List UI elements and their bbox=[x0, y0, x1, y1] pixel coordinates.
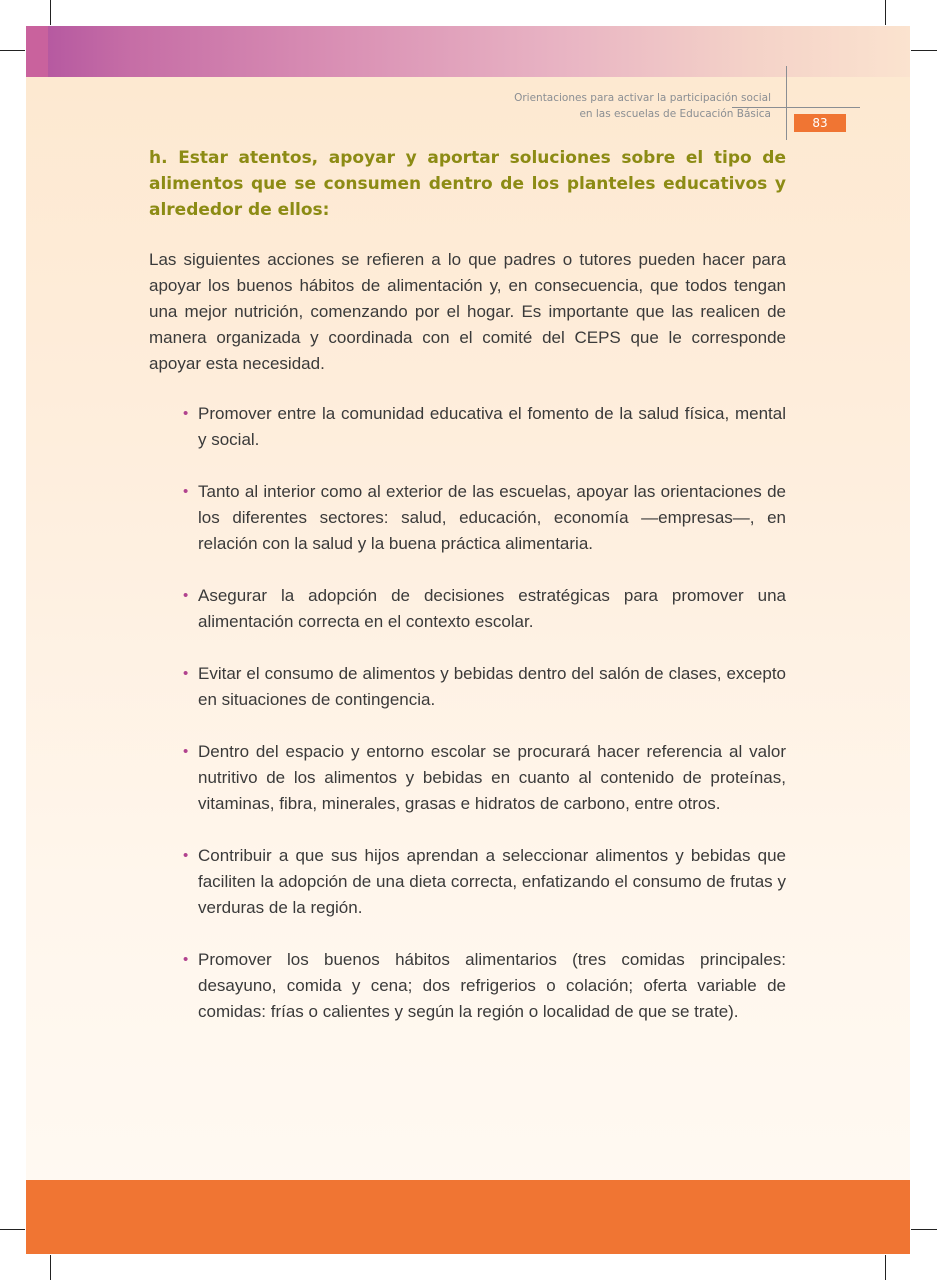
running-head-line-1: Orientaciones para activar la participación social bbox=[514, 92, 771, 104]
bullet-icon: • bbox=[183, 665, 189, 682]
running-head bbox=[514, 90, 771, 122]
bullet-icon: • bbox=[183, 405, 189, 422]
bullet-icon: • bbox=[183, 951, 189, 968]
list-item bbox=[149, 583, 786, 635]
crop-mark bbox=[911, 50, 937, 51]
bullet-icon: • bbox=[183, 587, 189, 604]
header-color-band bbox=[26, 26, 910, 77]
list-item-text: Promover entre la comunidad educativa el fomento de la salud física, mental y social. bbox=[198, 404, 786, 449]
crop-mark bbox=[885, 1255, 886, 1280]
list-item-text: Tanto al interior como al exterior de las escuelas, apoyar las orientaciones de los diferentes sectores: salud, educación, economía —empresas—, en relación con la salud y la buena práctica alimentaria. bbox=[198, 482, 786, 553]
header-rule-horizontal bbox=[732, 107, 860, 108]
crop-mark bbox=[50, 1255, 51, 1280]
list-item-text: Asegurar la adopción de decisiones estratégicas para promover una alimentación correcta en el contexto escolar. bbox=[198, 586, 786, 631]
list-item bbox=[149, 479, 786, 557]
bullet-icon: • bbox=[183, 743, 189, 760]
crop-mark bbox=[0, 1229, 25, 1230]
crop-mark bbox=[885, 0, 886, 25]
crop-mark bbox=[50, 0, 51, 25]
main-content bbox=[149, 145, 786, 1051]
list-item bbox=[149, 739, 786, 817]
list-item-text: Promover los buenos hábitos alimentarios (tres comidas principales: desayuno, comida y cena; dos refrigerios o colación; oferta variable de comidas: frías o calientes y según la región o localidad de que se trate). bbox=[198, 950, 786, 1021]
bullet-icon: • bbox=[183, 483, 189, 500]
intro-paragraph: Las siguientes acciones se refieren a lo que padres o tutores pueden hacer para apoyar los buenos hábitos de alimentación y, en consecuencia, que todos tengan una mejor nutrición, comenzando por el hogar. Es importante que las realicen de manera organizada y coordinada con el comité del CEPS que le corresponde apoyar esta necesidad. bbox=[149, 250, 786, 373]
header-band-edge bbox=[26, 26, 48, 77]
running-head-line-2: en las escuelas de Educación Básica bbox=[579, 108, 771, 120]
list-item bbox=[149, 843, 786, 921]
list-item bbox=[149, 401, 786, 453]
page-number-badge: 83 bbox=[794, 114, 846, 132]
bullet-list bbox=[149, 401, 786, 1025]
bullet-icon: • bbox=[183, 847, 189, 864]
list-item-text: Contribuir a que sus hijos aprendan a seleccionar alimentos y bebidas que faciliten la adopción de una dieta correcta, enfatizando el consumo de frutas y verduras de la región. bbox=[198, 846, 786, 917]
list-item-text: Dentro del espacio y entorno escolar se procurará hacer referencia al valor nutritivo de los alimentos y bebidas en cuanto al contenido de proteínas, vitaminas, fibra, minerales, grasas e hidratos de carbono, entre otros. bbox=[198, 742, 786, 813]
crop-mark bbox=[911, 1229, 937, 1230]
header-rule-vertical bbox=[786, 66, 787, 140]
list-item-text: Evitar el consumo de alimentos y bebidas dentro del salón de clases, excepto en situaciones de contingencia. bbox=[198, 664, 786, 709]
section-heading: h. Estar atentos, apoyar y aportar soluciones sobre el tipo de alimentos que se consumen dentro de los planteles educativos y alrededor de ellos: bbox=[149, 148, 786, 220]
footer-color-band bbox=[26, 1180, 910, 1254]
list-item bbox=[149, 661, 786, 713]
list-item bbox=[149, 947, 786, 1025]
crop-mark bbox=[0, 50, 25, 51]
